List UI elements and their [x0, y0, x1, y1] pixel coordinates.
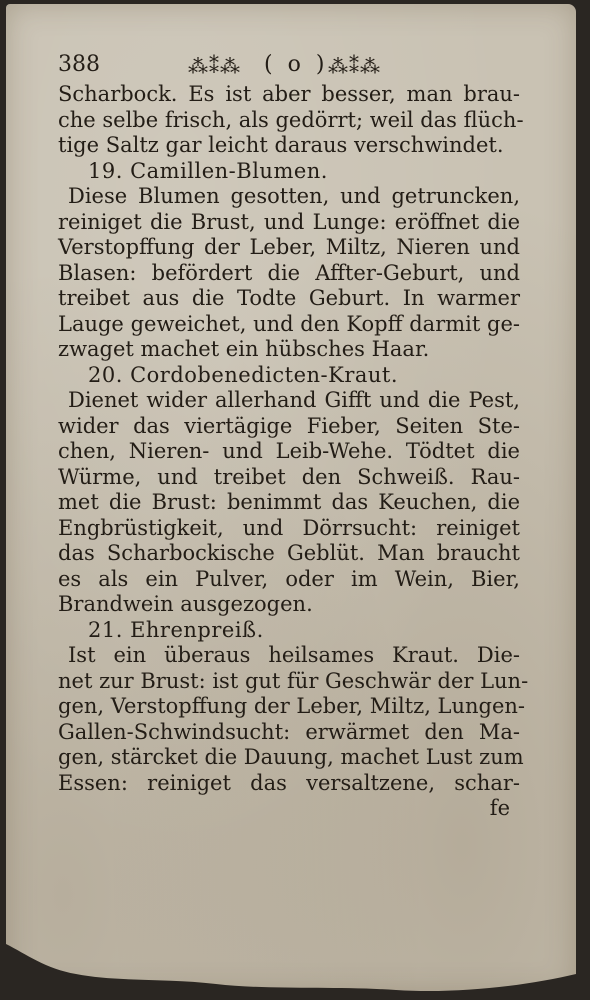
text-line: Scharbock. Es ist aber besser, man brau- [58, 82, 520, 106]
torn-edge [6, 874, 576, 994]
text-line: Lauge geweichet, und den Kopff darmit ge- [58, 311, 520, 336]
section-heading: 19. Camillen-Blumen. [88, 158, 328, 183]
text-line: Gallen-Schwindsucht: erwärmet den Ma- [58, 719, 520, 744]
ornament-left: ⁂⁑⁂ [188, 54, 241, 78]
text-line: gen, stärcket die Dauung, machet Lust zum [58, 745, 524, 769]
section-heading: 21. Ehrenpreiß. [88, 617, 264, 642]
text-line: es als ein Pulver, oder im Wein, Bier, [58, 566, 520, 591]
text-line: reiniget die Brust, und Lunge: eröffnet die [58, 209, 520, 234]
text-line: tige Saltz gar leicht daraus verschwindet. [58, 133, 504, 157]
text-line: che selbe frisch, als gedörrt; weil das flüch- [58, 107, 524, 132]
text-line: treibet aus die Todte Geburt. In warmer [58, 286, 520, 310]
page-text [58, 52, 529, 822]
text-line: das Scharbockische Geblüt. Man braucht [58, 541, 520, 565]
text-line: Ist ein überaus heilsames Kraut. Die- [68, 643, 520, 667]
text-line: Blasen: befördert die Affter-Geburt, und [58, 260, 520, 285]
text-line: Würme, und treibet den Schweiß. Rau- [58, 464, 520, 489]
text-line: Brandwein ausgezogen. [58, 592, 313, 616]
ornament-right: ⁂⁑⁂ [328, 54, 381, 78]
text-line: Dienet wider allerhand Gifft und die Pest, [68, 388, 520, 412]
text-line: chen, Nieren- und Leib-Wehe. Tödtet die [58, 439, 520, 463]
book-page [6, 4, 576, 994]
text-line: Engbrüstigkeit, und Dörrsucht: reiniget [58, 515, 520, 540]
page-number: 388 [58, 52, 100, 77]
running-head [58, 52, 520, 82]
header-center: ( o ) [264, 52, 329, 77]
text-line: met die Brust: benimmt das Keuchen, die [58, 490, 520, 514]
text-line: Essen: reiniget das versaltzene, schar- [58, 770, 520, 795]
text-line: Diese Blumen gesotten, und getruncken, [68, 184, 520, 208]
text-line: gen, Verstopffung der Leber, Miltz, Lungen- [58, 694, 526, 718]
text-line: Verstopffung der Leber, Miltz, Nieren und [58, 235, 520, 259]
text-line: net zur Brust: ist gut für Geschwär der Lun- [58, 668, 529, 693]
catchword: fe [489, 796, 510, 820]
text-line: zwaget machet ein hübsches Haar. [58, 337, 430, 361]
text-line: wider das viertägige Fieber, Seiten Ste- [58, 413, 520, 438]
section-heading: 20. Cordobenedicten-Kraut. [88, 362, 399, 387]
